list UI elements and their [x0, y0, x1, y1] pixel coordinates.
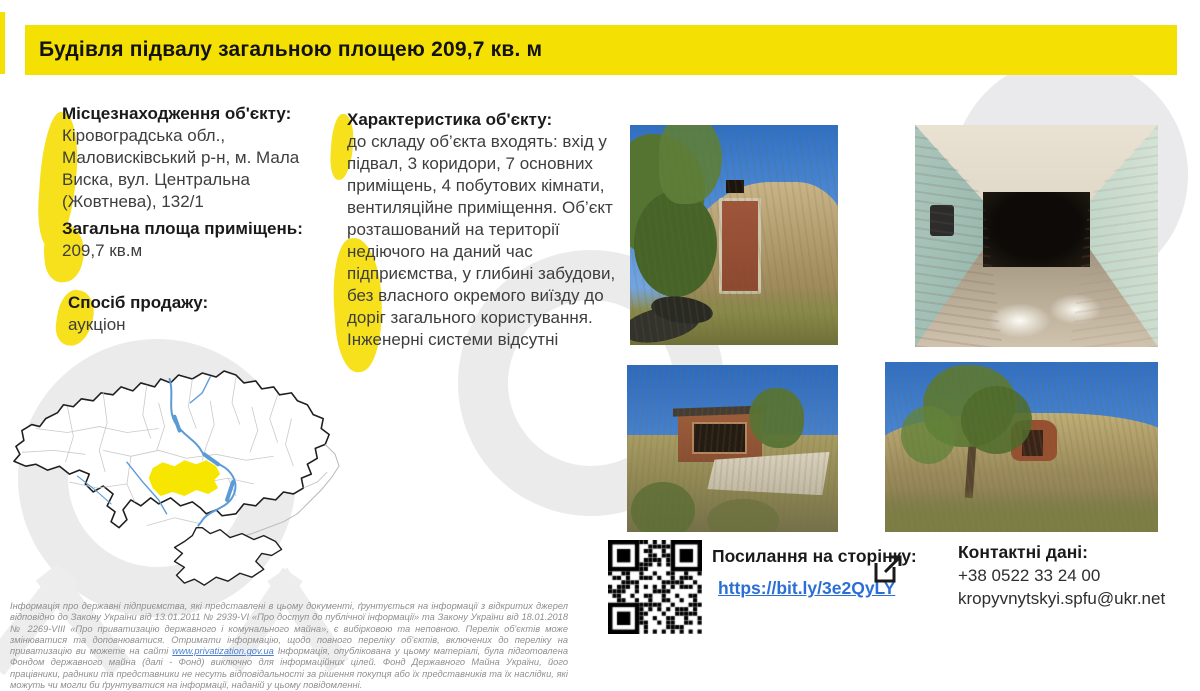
link-heading: Посилання на сторінку: — [712, 546, 917, 566]
location-line: Маловисківський р-н, м. Мала — [62, 148, 300, 167]
location-block — [62, 103, 334, 213]
photo-basement-corridor — [915, 125, 1158, 347]
sale-heading: Спосіб продажу: — [68, 293, 209, 312]
contacts-heading: Контактні дані: — [958, 542, 1088, 562]
photo-basement-entrance — [630, 125, 838, 345]
location-heading: Місцезнаходження об'єкту: — [62, 104, 292, 123]
map-crimea-outline — [175, 528, 282, 585]
privatization-link[interactable]: www.privatization.gov.ua — [172, 646, 274, 657]
ukraine-map — [8, 366, 345, 612]
disclaimer-text — [10, 601, 568, 691]
sale-value: аукціон — [68, 315, 126, 334]
photo-overgrown-mound — [885, 362, 1158, 532]
left-accent-stripe — [0, 12, 5, 74]
contacts-block — [958, 541, 1193, 610]
qr-code — [608, 540, 702, 634]
characteristics-heading: Характеристика об'єкту: — [347, 110, 553, 129]
map-highlight-kirovohrad-region — [149, 460, 220, 496]
area-block — [62, 218, 342, 262]
characteristics-block — [347, 109, 625, 351]
disclaimer-part1: Інформація про державні підприємства, які представлені в цьому документі, ґрунтується на інформації з відкритих джерел відповідно до Закону України від 13.01.2011 № 2939-VI «Про доступ до публічної інформації» та Закону України від 18.01.2018 № 2269-VIII «Про приватизацію державного і комунального майна», є вибірковою та неповною. Перелік об'єктів може змінюватися та доповнюватися. Отримати інформацію, щодо повного переліку об'єктів, включених до переліку на приватизацію ви можете на сайті — [10, 601, 568, 657]
contact-email: kropyvnytskyi.spfu@ukr.net — [958, 589, 1166, 608]
sale-block — [68, 292, 348, 336]
title-bar — [25, 25, 1177, 75]
location-line: Виска, вул. Центральна — [62, 170, 250, 189]
page-title: Будівля підвалу загальною площею 209,7 кв. м — [39, 38, 543, 61]
bitly-link[interactable]: https://bit.ly/3e2QyLY — [718, 578, 896, 598]
characteristics-text: до складу об’єкта входять: вхід у підвал, 3 коридори, 7 основних приміщень, 4 побутових кімнати, вентиляційне приміщення. Об’єкт розташований на території недіючого на даний час підприємства, у глибині забудови, без власного окремого виїзду до доріг загального користування. Інженерні системи відсутні — [347, 132, 616, 349]
disclaimer-part2: Інформація, опублікована у цьому матеріалі, була підготовлена Фондом державного майна (далі - Фонд) виключно для інформаційних цілей. Фонд Державного Майна України, його працівники, радники та представники не несуть відповідальності за рішення покупця або їх представників та їх наслідки, які можуть чи могли би ґрунтуватися на інформації, наданій у цьому повідомленні. — [10, 646, 568, 691]
contact-phone: +38 0522 33 24 00 — [958, 566, 1101, 585]
location-line: Кіровоградська обл., — [62, 126, 226, 145]
area-heading: Загальна площа приміщень: — [62, 219, 303, 238]
area-value: 209,7 кв.м — [62, 241, 143, 260]
external-link-icon — [872, 553, 904, 585]
photo-brick-shed — [627, 365, 838, 532]
location-line: (Жовтнева), 132/1 — [62, 192, 204, 211]
